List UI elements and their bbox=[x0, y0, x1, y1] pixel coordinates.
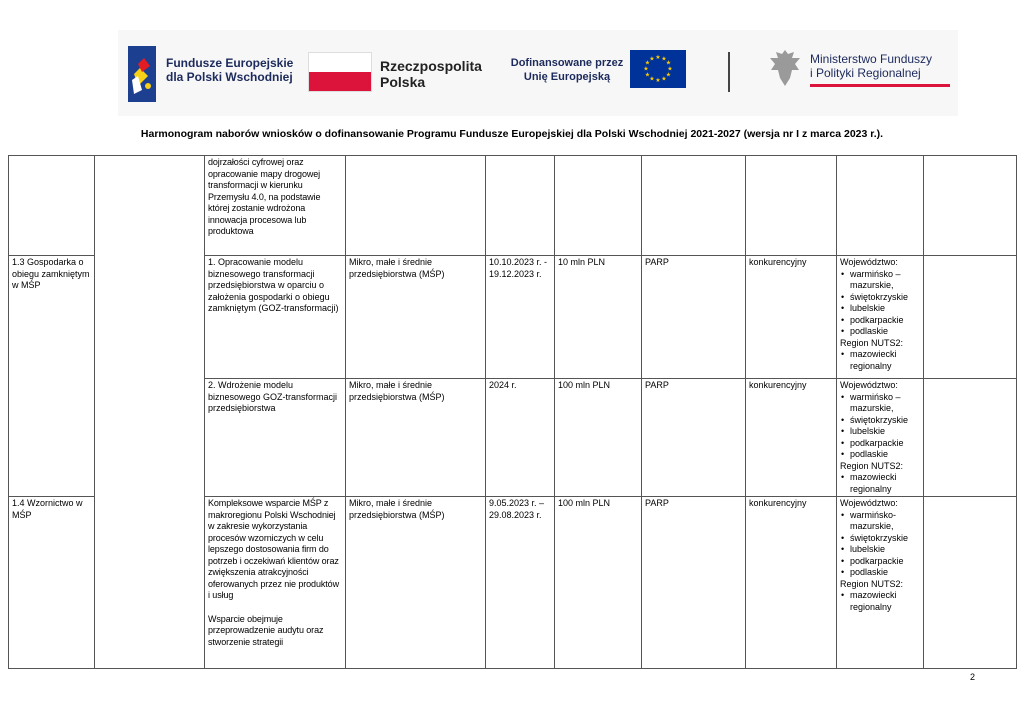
measure-cell bbox=[9, 256, 95, 497]
amount-cell bbox=[555, 156, 642, 256]
region-item: • podlaskie bbox=[850, 449, 920, 461]
beneficiary-cell bbox=[346, 256, 486, 379]
logo-separator bbox=[728, 52, 730, 92]
region-item: • mazowiecki regionalny bbox=[850, 349, 920, 372]
region-item: • świętokrzyskie bbox=[850, 533, 920, 545]
fe-logo-line2: dla Polski Wschodniej bbox=[166, 70, 293, 84]
eu-funding-logo bbox=[508, 44, 698, 104]
amount-cell bbox=[555, 256, 642, 379]
region-item: • mazowiecki regionalny bbox=[850, 590, 920, 613]
svg-text:★: ★ bbox=[661, 55, 667, 63]
logo-bar bbox=[118, 30, 958, 116]
description-text: Kompleksowe wsparcie MŚP z makroregionu Polski Wschodniej w zakresie wykorzystania procesów wzorniczych w celu lepszego dostosowania firm do potrzeb i oczekiwań klientów oraz zwiększenia atrakcyjności oferowanych przez nie produktów i usług bbox=[208, 498, 339, 600]
amount-cell bbox=[555, 497, 642, 669]
empty-cell bbox=[924, 379, 1017, 497]
measure-text: 1.3 Gospodarka o obiegu zamkniętym w MŚP bbox=[12, 257, 90, 290]
territory-cell bbox=[837, 497, 924, 669]
region-item: • świętokrzyskie bbox=[850, 415, 920, 427]
svg-text:★: ★ bbox=[643, 65, 649, 73]
rp-logo-line1: Rzeczpospolita bbox=[380, 58, 482, 74]
polish-flag-icon bbox=[308, 52, 372, 92]
description-cell bbox=[205, 256, 346, 379]
empty-cell bbox=[924, 156, 1017, 256]
mode-cell bbox=[746, 156, 837, 256]
territory-cell bbox=[837, 256, 924, 379]
mode-text: konkurencyjny bbox=[749, 380, 807, 390]
date-text: 9.05.2023 r. – 29.08.2023 r. bbox=[489, 498, 545, 520]
ministry-logo-line1: Ministerstwo Funduszy bbox=[810, 52, 933, 66]
document-title: Harmonogram naborów wniosków o dofinansowanie Programu Fundusze Europejskiej dla Polski Wschodniej 2021-2027 (wersja nr I z marca 2023 r.). bbox=[140, 128, 884, 140]
fe-logo-line1: Fundusze Europejskie bbox=[166, 56, 294, 70]
amount-text: 100 mln PLN bbox=[558, 380, 611, 390]
mode-cell bbox=[746, 256, 837, 379]
svg-text:★: ★ bbox=[661, 75, 667, 83]
voivodeship-label: Województwo: bbox=[840, 257, 898, 267]
ministry-red-line bbox=[810, 84, 950, 87]
region-item: • podlaskie bbox=[850, 326, 920, 338]
beneficiary-cell bbox=[346, 379, 486, 497]
nuts-list bbox=[840, 590, 920, 613]
rp-logo-line2: Polska bbox=[380, 74, 426, 90]
eagle-emblem-icon bbox=[768, 46, 802, 90]
region-list bbox=[840, 392, 920, 461]
eu-logo-line2: Unię Europejską bbox=[523, 71, 611, 83]
region-item: • lubelskie bbox=[850, 426, 920, 438]
page-number: 2 bbox=[970, 672, 976, 682]
description-text: 1. Opracowanie modelu biznesowego transformacji przedsiębiorstwa w oparciu o założenia gospodarki o obiegu zamkniętym (GOZ-transformacji) bbox=[208, 257, 339, 313]
region-list bbox=[840, 510, 920, 579]
region-item: • lubelskie bbox=[850, 544, 920, 556]
mode-cell bbox=[746, 379, 837, 497]
empty-cell bbox=[924, 497, 1017, 669]
date-cell bbox=[486, 256, 555, 379]
nuts-label: Region NUTS2: bbox=[840, 460, 904, 471]
description-text: 2. Wdrożenie modelu biznesowego GOZ-transformacji przedsiębiorstwa bbox=[208, 380, 338, 413]
fundusze-europejskie-logo bbox=[128, 44, 298, 104]
measure-cell bbox=[9, 497, 95, 669]
amount-text: 10 mln PLN bbox=[558, 257, 606, 267]
nuts-list bbox=[840, 349, 920, 372]
ministry-logo bbox=[768, 44, 958, 104]
svg-text:★: ★ bbox=[665, 71, 672, 79]
measure-cell bbox=[9, 156, 95, 256]
date-cell bbox=[486, 497, 555, 669]
region-item: • warmińsko – mazurskie, bbox=[850, 269, 920, 292]
institution-cell bbox=[642, 379, 746, 497]
date-cell bbox=[486, 156, 555, 256]
territory-cell bbox=[837, 379, 924, 497]
svg-text:★: ★ bbox=[655, 54, 661, 61]
date-text: 10.10.2023 r. - 19.12.2023 r. bbox=[489, 257, 548, 279]
nuts-list bbox=[840, 472, 920, 495]
svg-text:★: ★ bbox=[644, 71, 651, 79]
table-row bbox=[9, 156, 1017, 256]
description-text: dojrzałości cyfrowej oraz opracowanie mapy drogowej transformacji w kierunku Przemysłu 4.0, na podstawie której zostanie wdrożona innowacja procesowa lub produktowa bbox=[208, 157, 321, 236]
region-item: • świętokrzyskie bbox=[850, 292, 920, 304]
schedule-table bbox=[8, 155, 1017, 669]
merged-cell bbox=[95, 156, 205, 669]
mode-text: konkurencyjny bbox=[749, 498, 807, 508]
voivodeship-label: Województwo: bbox=[840, 498, 898, 508]
measure-text: 1.4 Wzornictwo w MŚP bbox=[12, 498, 83, 520]
beneficiary-text: Mikro, małe i średnie przedsiębiorstwa (MŚP) bbox=[349, 257, 445, 279]
amount-text: 100 mln PLN bbox=[558, 498, 611, 508]
region-item: • warmińsko – mazurskie, bbox=[850, 392, 920, 415]
svg-text:★: ★ bbox=[649, 55, 655, 63]
description-cell bbox=[205, 497, 346, 669]
region-item: • lubelskie bbox=[850, 303, 920, 315]
region-item: • podkarpackie bbox=[850, 438, 920, 450]
institution-text: PARP bbox=[645, 380, 669, 390]
description-cell bbox=[205, 156, 346, 256]
nuts-label: Region NUTS2: bbox=[840, 578, 904, 589]
svg-text:★: ★ bbox=[649, 75, 655, 83]
description-text-2: Wsparcie obejmuje przeprowadzenie audytu oraz stworzenie strategii bbox=[208, 613, 324, 647]
institution-text: PARP bbox=[645, 257, 669, 267]
svg-text:★: ★ bbox=[655, 77, 661, 84]
empty-cell bbox=[924, 256, 1017, 379]
beneficiary-cell bbox=[346, 497, 486, 669]
description-cell bbox=[205, 379, 346, 497]
svg-text:★: ★ bbox=[644, 59, 651, 67]
beneficiary-cell bbox=[346, 156, 486, 256]
institution-text: PARP bbox=[645, 498, 669, 508]
mode-text: konkurencyjny bbox=[749, 257, 807, 267]
region-item: • podlaskie bbox=[850, 567, 920, 579]
region-item: • mazowiecki regionalny bbox=[850, 472, 920, 495]
svg-text:★: ★ bbox=[667, 65, 673, 73]
region-item: • warmińsko-mazurskie, bbox=[850, 510, 920, 533]
fe-emblem-icon bbox=[128, 46, 156, 102]
territory-cell bbox=[837, 156, 924, 256]
region-item: • podkarpackie bbox=[850, 556, 920, 568]
svg-text:★: ★ bbox=[665, 59, 672, 67]
ministry-logo-line2: i Polityki Regionalnej bbox=[810, 66, 921, 80]
amount-cell bbox=[555, 379, 642, 497]
rzeczpospolita-logo bbox=[308, 44, 498, 104]
voivodeship-label: Województwo: bbox=[840, 380, 898, 390]
beneficiary-text: Mikro, małe i średnie przedsiębiorstwa (MŚP) bbox=[349, 498, 445, 520]
institution-cell bbox=[642, 497, 746, 669]
date-cell bbox=[486, 379, 555, 497]
institution-cell bbox=[642, 156, 746, 256]
institution-cell bbox=[642, 256, 746, 379]
eu-flag-icon bbox=[630, 50, 686, 88]
nuts-label: Region NUTS2: bbox=[840, 337, 904, 348]
region-list bbox=[840, 269, 920, 338]
beneficiary-text: Mikro, małe i średnie przedsiębiorstwa (MŚP) bbox=[349, 380, 445, 402]
eu-logo-line1: Dofinansowane przez bbox=[510, 57, 624, 69]
region-item: • podkarpackie bbox=[850, 315, 920, 327]
date-text: 2024 r. bbox=[489, 380, 517, 390]
mode-cell bbox=[746, 497, 837, 669]
